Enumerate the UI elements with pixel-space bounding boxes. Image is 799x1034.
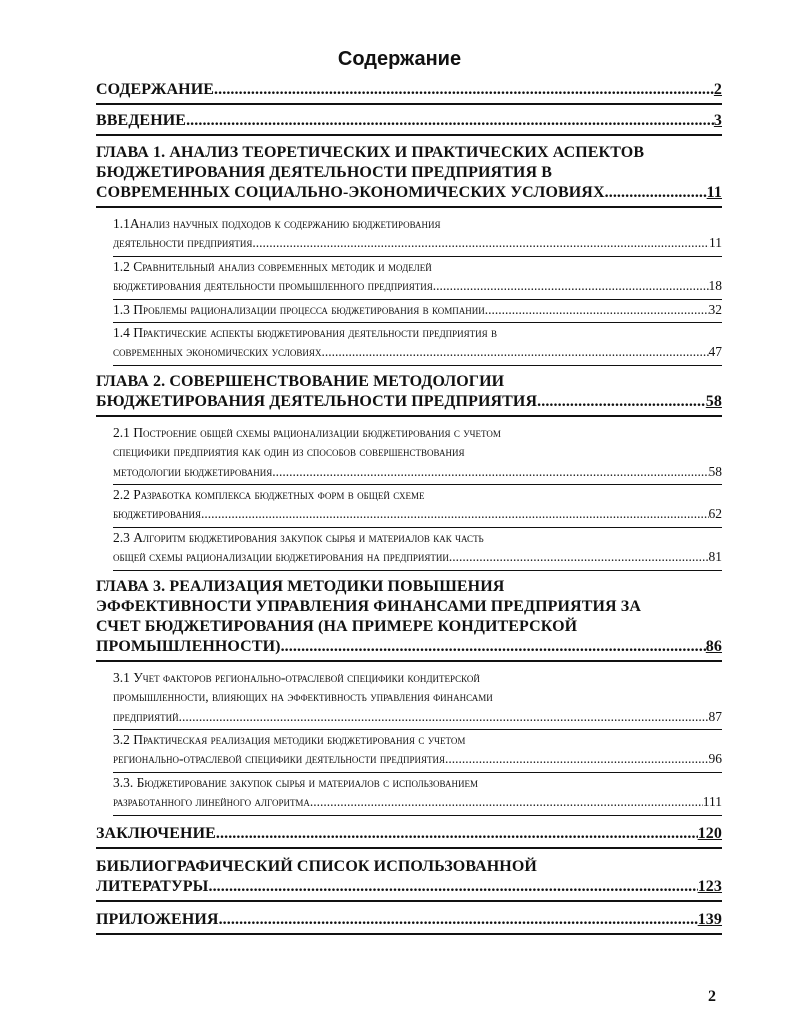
toc-chapter-entry[interactable] <box>96 143 722 208</box>
toc-entry-text-line: промышленности, влияющих на эффективность управления финансами <box>113 689 493 705</box>
toc-section-entry[interactable] <box>113 423 722 485</box>
page-number: 2 <box>708 988 716 1005</box>
toc-entry-title: ЛИТЕРАТУРЫ <box>96 877 209 895</box>
toc-entry-title: ПРИЛОЖЕНИЯ <box>96 910 219 928</box>
toc-entry-text-line: БИБЛИОГРАФИЧЕСКИЙ СПИСОК ИСПОЛЬЗОВАННОЙ <box>96 857 537 875</box>
toc-page-number: 11 <box>709 235 722 251</box>
toc-chapter-entry[interactable] <box>96 372 722 417</box>
toc-entry-text-line: ГЛАВА 1. АНАЛИЗ ТЕОРЕТИЧЕСКИХ И ПРАКТИЧЕСКИХ АСПЕКТОВ <box>96 144 645 161</box>
entry-underline <box>96 134 722 136</box>
entry-underline <box>113 815 722 816</box>
toc-page-number: 81 <box>708 549 722 565</box>
entry-underline <box>96 933 722 935</box>
entry-underline <box>96 415 722 417</box>
table-of-contents <box>96 80 722 935</box>
toc-entry-text-line: 2.1 Построение общей схемы рационализации бюджетирования с учетом <box>113 424 501 440</box>
toc-page-number: 96 <box>708 751 722 767</box>
toc-entry-title: общей схемы рационализации бюджетирования на предприятии <box>113 549 449 565</box>
toc-chapter-entry[interactable] <box>96 857 722 902</box>
dot-leader <box>321 342 708 361</box>
dot-leader <box>449 547 709 566</box>
toc-page-number: 18 <box>708 278 722 294</box>
toc-page-number: 58 <box>705 392 722 410</box>
toc-entry-title: бюджетирования деятельности промышленного предприятия <box>113 278 433 294</box>
toc-page-number: 47 <box>708 344 722 360</box>
dot-leader <box>186 111 714 131</box>
toc-entry-title: БЮДЖЕТИРОВАНИЯ ДЕЯТЕЛЬНОСТИ ПРЕДПРИЯТИЯ <box>96 392 538 410</box>
toc-section-entry[interactable] <box>113 257 722 300</box>
toc-page-number: 87 <box>708 708 722 724</box>
toc-entry-text-line: ГЛАВА 2. СОВЕРШЕНСТВОВАНИЕ МЕТОДОЛОГИИ <box>96 372 505 390</box>
toc-page-number: 120 <box>697 824 722 842</box>
dot-leader <box>605 183 707 203</box>
dot-leader <box>445 749 708 768</box>
dot-leader <box>252 233 709 252</box>
toc-page-number: 11 <box>706 184 722 201</box>
toc-page-number: 3 <box>713 112 722 129</box>
dot-leader <box>485 300 709 319</box>
dot-leader <box>214 80 714 100</box>
toc-entry-text-line: 2.2 Разработка комплекса бюджетных форм в общей схеме <box>113 487 425 503</box>
toc-page-number: 2 <box>713 81 722 98</box>
toc-page-number: 32 <box>708 301 722 317</box>
dot-leader <box>281 637 706 657</box>
toc-entry-title: разработанного линейного алгоритма <box>113 794 310 810</box>
toc-section-entry[interactable] <box>113 730 722 773</box>
toc-entry-title: современных экономических условиях <box>113 344 322 360</box>
toc-entry-title: СОДЕРЖАНИЕ <box>96 81 215 98</box>
toc-entry-title: предприятий <box>113 708 179 724</box>
dot-leader <box>272 462 708 481</box>
toc-entry-title: СОВРЕМЕННЫХ СОЦИАЛЬНО-ЭКОНОМИЧЕСКИХ УСЛОВИЯХ <box>96 184 605 201</box>
toc-entry-text-line: специфики предприятия как один из способов совершенствования <box>113 444 465 460</box>
toc-page-number: 123 <box>697 877 722 895</box>
toc-entry-text-line: 3.1 Учет факторов регионально-отраслевой специфики кондитерской <box>113 669 480 685</box>
toc-entry-text-line: 3.2 Практическая реализация методики бюджетирования с учетом <box>113 731 466 747</box>
toc-entry-text-line: 1.2 Сравнительный анализ современных методик и моделей <box>113 258 432 274</box>
toc-page-number: 111 <box>702 794 722 810</box>
toc-section-entry[interactable] <box>113 528 722 571</box>
toc-entry-text-line: ГЛАВА 3. РЕАЛИЗАЦИЯ МЕТОДИКИ ПОВЫШЕНИЯ <box>96 577 505 595</box>
toc-section-entry[interactable] <box>113 214 722 257</box>
toc-section-entry[interactable] <box>113 300 722 323</box>
entry-underline <box>96 206 722 208</box>
toc-entry-title: методологии бюджетирования <box>113 463 273 479</box>
toc-page-number: 62 <box>708 506 722 522</box>
toc-entry-title: бюджетирования <box>113 506 201 522</box>
dot-leader <box>219 910 698 930</box>
dot-leader <box>216 824 698 844</box>
toc-section-entry[interactable] <box>113 773 722 816</box>
toc-entry-title: ВВЕДЕНИЕ <box>96 112 187 129</box>
toc-entry-text-line: БЮДЖЕТИРОВАНИЯ ДЕЯТЕЛЬНОСТИ ПРЕДПРИЯТИЯ В <box>96 164 552 181</box>
toc-page-number: 139 <box>697 910 722 928</box>
toc-entry-title: ПРОМЫШЛЕННОСТИ) <box>96 637 281 655</box>
toc-entry-text-line: 1.4 Практические аспекты бюджетирования деятельности предприятия в <box>113 325 498 341</box>
toc-section-entry[interactable] <box>113 668 722 730</box>
toc-entry-title: 1.3 Проблемы рационализации процесса бюджетирования в компании <box>113 301 485 317</box>
entry-underline <box>113 570 722 571</box>
toc-section-entry[interactable] <box>113 485 722 528</box>
entry-underline <box>96 900 722 902</box>
dot-leader <box>310 792 703 811</box>
page-title: Содержание <box>337 48 462 70</box>
toc-chapter-entry[interactable] <box>96 824 722 849</box>
toc-chapter-entry[interactable] <box>96 111 722 136</box>
toc-entry-text-line: 3.3. Бюджетирование закупок сырья и материалов с использованием <box>113 774 478 790</box>
toc-entry-title: регионально-отраслевой специфики деятельности предприятия <box>113 751 446 767</box>
dot-leader <box>208 877 697 897</box>
toc-chapter-entry[interactable] <box>96 910 722 935</box>
toc-page-number: 86 <box>705 637 722 655</box>
toc-entry-text-line: ЭФФЕКТИВНОСТИ УПРАВЛЕНИЯ ФИНАНСАМИ ПРЕДПРИЯТИЯ ЗА <box>96 597 641 615</box>
toc-entry-title: ЗАКЛЮЧЕНИЕ <box>96 824 216 842</box>
dot-leader <box>179 707 709 726</box>
toc-entry-title: деятельности предприятия <box>113 235 253 251</box>
toc-entry-text-line: 1.1Анализ научных подходов к содержанию бюджетирования <box>113 216 441 231</box>
entry-underline <box>96 660 722 662</box>
toc-entry-text-line: 2.3 Алгоритм бюджетирования закупок сырья и материалов как часть <box>113 529 484 545</box>
dot-leader <box>537 392 706 412</box>
dot-leader <box>433 276 709 295</box>
toc-page-number: 58 <box>708 463 722 479</box>
toc-entry-text-line: СЧЕТ БЮДЖЕТИРОВАНИЯ (НА ПРИМЕРЕ КОНДИТЕРСКОЙ <box>96 617 578 635</box>
entry-underline <box>96 103 722 105</box>
entry-underline <box>113 365 722 366</box>
entry-underline <box>96 847 722 849</box>
toc-chapter-entry[interactable] <box>96 577 722 662</box>
toc-section-entry[interactable] <box>113 323 722 366</box>
toc-chapter-entry[interactable] <box>96 80 722 105</box>
dot-leader <box>201 504 709 523</box>
